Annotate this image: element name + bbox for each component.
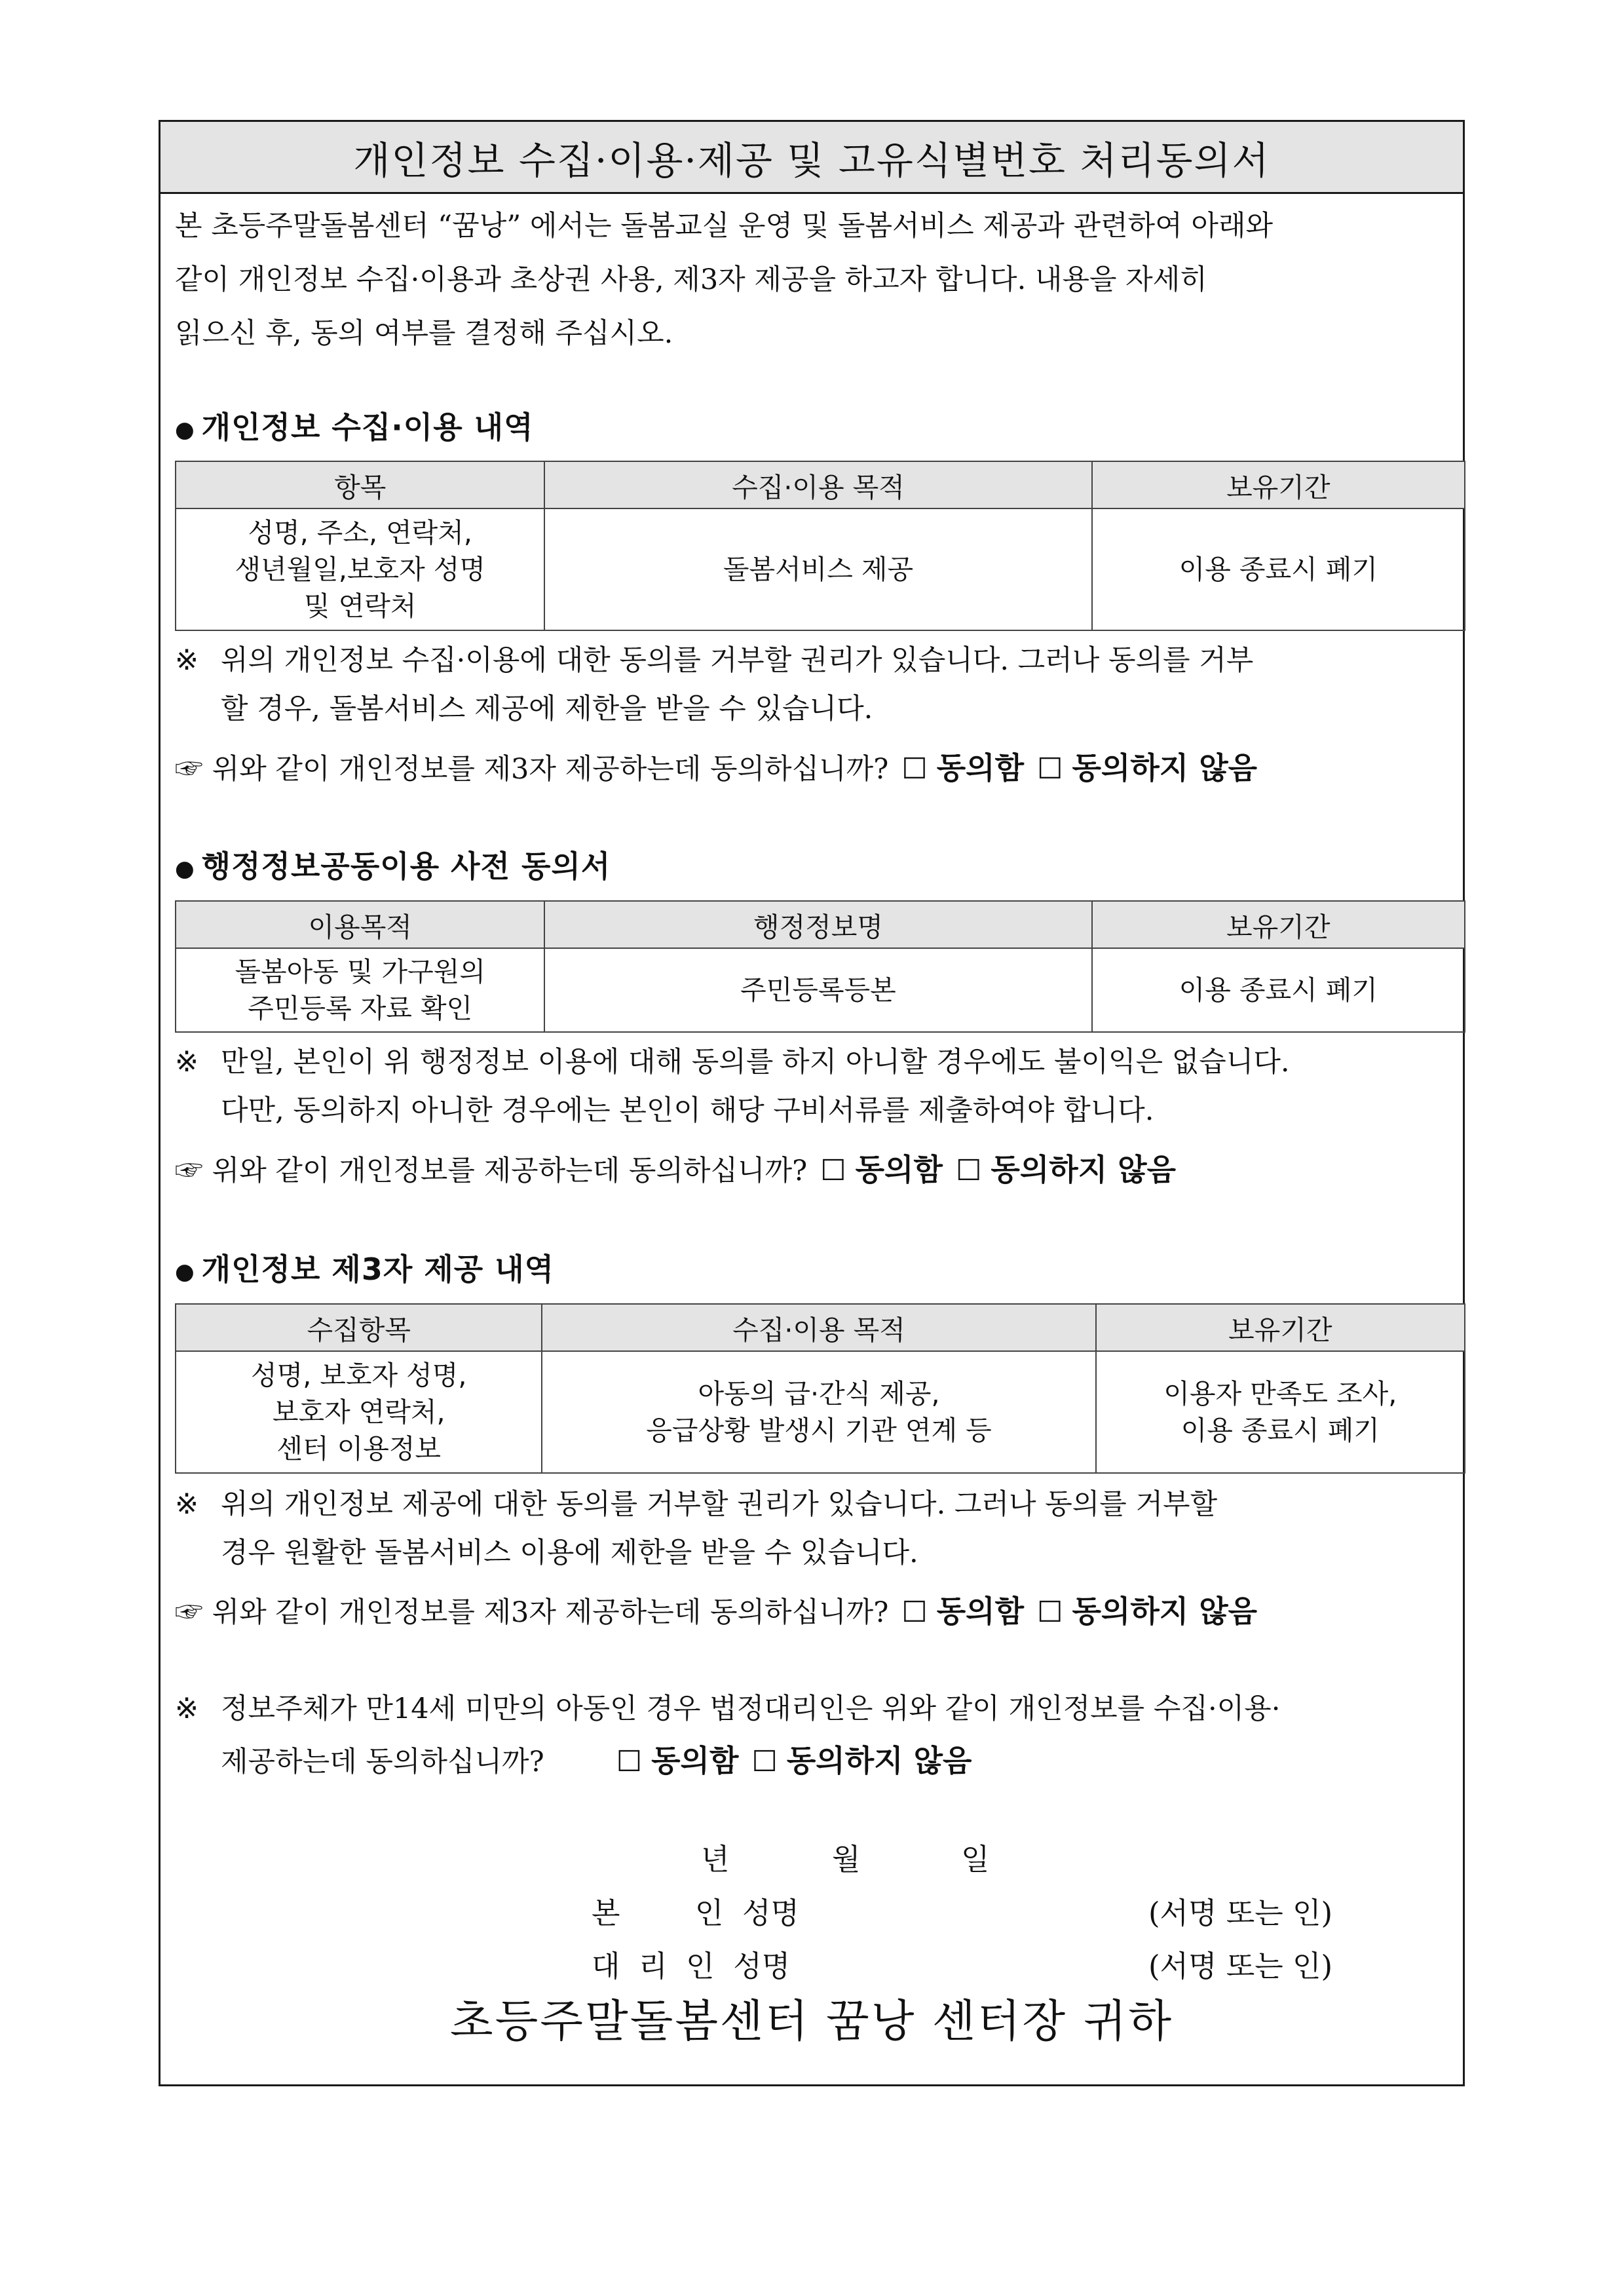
intro-line: 본 초등주말돌봄센터 “꿈낭” 에서는 돌봄교실 운영 및 돌봄서비스 제공과 관련하여 아래와 [175,210,1274,242]
agree-checkbox[interactable]: ☐ [616,1745,643,1778]
self-sign-hint: (서명 또는 인) [1148,1896,1333,1930]
intro-paragraph [175,199,1451,360]
note-text: 만일, 본인이 위 행정정보 이용에 대해 동의를 하지 아니할 경우에도 불이익은 없습니다. [221,1046,1290,1079]
agree-label: 동의함 [936,1594,1025,1629]
purpose-line: 주민등록 자료 확인 [248,993,473,1024]
section1-heading-text: 개인정보 수집·이용 내역 [201,410,534,445]
section3-table [175,1303,1465,1474]
proxy-sign-hint: (서명 또는 인) [1148,1949,1333,1983]
disagree-checkbox[interactable]: ☐ [1037,752,1063,786]
header-cell: 행정정보명 [544,901,1091,948]
section1-heading [175,404,534,447]
agree-label: 동의함 [855,1152,943,1187]
section3-heading-text: 개인정보 제3자 제공 내역 [201,1252,555,1287]
minor-note [175,1685,1451,1733]
purpose-line: 응급상황 발생시 기관 연계 등 [646,1415,992,1446]
agree-label: 동의함 [651,1743,739,1778]
item-line: 센터 이용정보 [276,1433,442,1464]
section3-heading [175,1246,554,1289]
table-header-row [176,461,1465,508]
note-text: 할 경우, 돌봄서비스 제공에 제한을 받을 수 있습니다. [221,693,873,725]
consent-question: 위와 같이 개인정보를 제3자 제공하는데 동의하십니까? [212,753,889,786]
period-cell: 이용 종료시 폐기 [1092,948,1465,1032]
table-row [176,948,1465,1032]
recipient-footer: 초등주말돌봄센터 꿈낭 센터장 귀하 [449,1996,1174,2048]
header-cell: 수집·이용 목적 [544,461,1091,508]
table-row [176,1351,1465,1473]
consent-question: 제공하는데 동의하십니까? [221,1746,544,1778]
table-header-row [176,901,1465,948]
purpose-cell [542,1351,1095,1473]
period-cell [1096,1351,1465,1473]
bullet-icon: ● [175,855,195,882]
item-cell [176,1351,542,1473]
period-line: 이용 종료시 폐기 [1180,1415,1380,1446]
pointing-hand-icon: ☞ [175,1155,203,1187]
period-line: 이용자 만족도 조사, [1163,1378,1397,1409]
agree-label: 동의함 [936,750,1025,786]
minor-consent [221,1737,972,1780]
disagree-label: 동의하지 않음 [1072,750,1258,786]
pointing-hand-icon: ☞ [175,1596,203,1629]
consent-question: 위와 같이 개인정보를 제3자 제공하는데 동의하십니까? [212,1596,889,1629]
table-header-row [176,1304,1465,1351]
note-text: 위의 개인정보 수집·이용에 대한 동의를 거부할 권리가 있습니다. 그러나 동의를 거부 [221,644,1254,677]
bullet-icon: ● [175,1258,195,1285]
item-line: 및 연락처 [303,590,417,622]
disagree-checkbox[interactable]: ☐ [955,1154,982,1187]
note-text: 경우 원활한 돌봄서비스 이용에 제한을 받을 수 있습니다. [221,1537,918,1569]
bullet-icon: ● [175,416,195,443]
proxy-signature-label: 대 리 인 성명 [592,1949,791,1983]
header-cell: 보유기간 [1096,1304,1465,1351]
purpose-line: 아동의 급·간식 제공, [698,1378,940,1409]
section1-consent [175,744,1257,788]
item-line: 생년월일,보호자 성명 [235,554,485,585]
header-cell: 수집항목 [176,1304,542,1351]
note-mark: ※ [175,1046,199,1079]
note-mark: ※ [175,1488,199,1521]
note-mark: ※ [175,1693,199,1725]
period-cell: 이용 종료시 폐기 [1092,508,1465,630]
item-line: 보호자 연락처, [272,1396,445,1428]
pointing-hand-icon: ☞ [175,753,203,786]
consent-form [159,120,1465,2086]
purpose-cell: 돌봄서비스 제공 [544,508,1091,630]
date-month: 월 [832,1842,861,1877]
section1-table [175,461,1465,631]
header-cell: 보유기간 [1092,901,1465,948]
item-line: 성명, 주소, 연락처, [248,517,472,548]
intro-line: 같이 개인정보 수집·이용과 초상권 사용, 제3자 제공을 하고자 합니다. 내용을 자세히 [175,263,1207,296]
form-title: 개인정보 수집·이용·제공 및 고유식별번호 처리동의서 [161,122,1463,194]
agree-checkbox[interactable]: ☐ [901,752,928,786]
section1-note [175,636,1451,733]
disagree-checkbox[interactable]: ☐ [751,1745,778,1778]
note-text: 다만, 동의하지 아니한 경우에는 본인이 해당 구비서류를 제출하여야 합니다. [221,1094,1154,1127]
header-cell: 항목 [176,461,544,508]
self-signature-label: 본 인 성명 [592,1896,799,1930]
section2-heading [175,843,611,886]
consent-question: 위와 같이 개인정보를 제공하는데 동의하십니까? [212,1155,808,1187]
agree-checkbox[interactable]: ☐ [901,1596,928,1629]
disagree-label: 동의하지 않음 [786,1743,972,1778]
table-row [176,508,1465,630]
section3-consent [175,1588,1257,1631]
note-text: 위의 개인정보 제공에 대한 동의를 거부할 권리가 있습니다. 그러나 동의를 거부할 [221,1488,1218,1521]
agree-checkbox[interactable]: ☐ [820,1154,846,1187]
date-day: 일 [961,1842,990,1877]
disagree-checkbox[interactable]: ☐ [1037,1596,1063,1629]
note-mark: ※ [175,644,199,677]
header-cell: 보유기간 [1092,461,1465,508]
section2-heading-text: 행정정보공동이용 사전 동의서 [201,849,611,884]
section2-consent [175,1146,1176,1189]
disagree-label: 동의하지 않음 [1072,1594,1258,1629]
header-cell: 이용목적 [176,901,544,948]
purpose-line: 돌봄아동 및 가구원의 [235,956,485,987]
info-name-cell: 주민등록등본 [544,948,1091,1032]
note-text: 정보주체가 만14세 미만의 아동인 경우 법정대리인은 위와 같이 개인정보를 수집·이용· [221,1693,1281,1725]
header-cell: 수집·이용 목적 [542,1304,1095,1351]
purpose-cell [176,948,544,1032]
disagree-label: 동의하지 않음 [991,1152,1177,1187]
section3-note [175,1480,1451,1577]
date-year: 년 [701,1842,730,1877]
item-line: 성명, 보호자 성명, [251,1360,467,1391]
item-cell [176,508,544,630]
section2-note [175,1038,1451,1135]
intro-line: 읽으신 후, 동의 여부를 결정해 주십시오. [175,317,673,350]
section2-table [175,900,1465,1033]
